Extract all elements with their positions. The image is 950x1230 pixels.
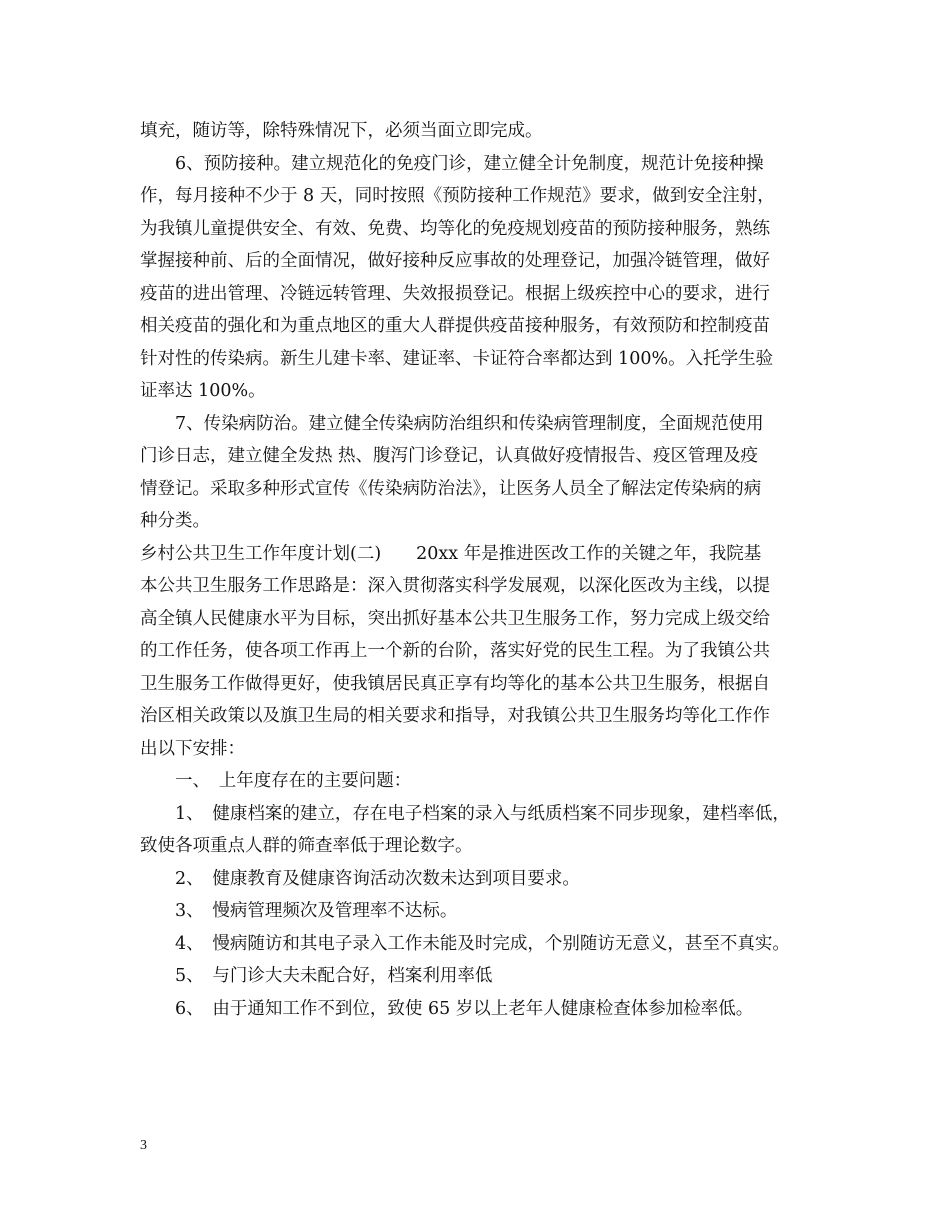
text-line: 本公共卫生服务工作思路是：深入贯彻落实科学发展观，以深化医改为主线，以提	[140, 576, 770, 596]
text-line: 疫苗的进出管理、冷链远转管理、失效报损登记。根据上级疾控中心的要求，进行	[140, 283, 770, 304]
text-line: 门诊日志，建立健全发热 热、腹泻门诊登记，认真做好疫情报告、疫区管理及疫	[140, 446, 759, 466]
text-line: 4、 慢病随访和其电子录入工作未能及时完成，个别随访无意义，甚至不真实。	[175, 933, 790, 954]
text-line: 作，每月接种不少于 8 天，同时按照《预防接种工作规范》要求，做到安全注射，	[140, 186, 775, 206]
text-line: 一、 上年度存在的主要问题：	[175, 771, 412, 791]
text-line: 6、预防接种。建立规范化的免疫门诊，建立健全计免制度，规范计免接种操	[175, 153, 764, 174]
text-line: 的工作任务，使各项工作再上一个新的台阶，落实好党的民生工程。为了我镇公共	[140, 641, 770, 661]
text-line: 为我镇儿童提供安全、有效、免费、均等化的免疫规划疫苗的预防接种服务，熟练	[140, 218, 770, 239]
text-line: 针对性的传染病。新生儿建卡率、建证率、卡证符合率都达到 100%。入托学生验	[140, 348, 774, 369]
text-line: 情登记。采取多种形式宣传《传染病防治法》，让医务人员全了解法定传染病的病	[140, 478, 762, 499]
text-line: 致使各项重点人群的筛查率低于理论数字。	[140, 836, 473, 856]
text-line: 证率达 100%。	[140, 381, 266, 401]
text-line: 填充，随访等，除特殊情况下，必须当面立即完成。	[140, 121, 543, 141]
text-line: 5、 与门诊大夫未配合好，档案利用率低	[175, 966, 493, 986]
text-line: 高全镇人民健康水平为目标，突出抓好基本公共卫生服务工作，努力完成上级交给	[140, 608, 770, 629]
text-line: 种分类。	[140, 511, 210, 531]
page-number: 3	[140, 1138, 147, 1153]
text-line: 乡村公共卫生工作年度计划(二) 20xx 年是推进医改工作的关键之年，我院基	[140, 543, 762, 564]
text-line: 出以下安排：	[140, 738, 245, 759]
text-line: 2、 健康教育及健康咨询活动次数未达到项目要求。	[175, 868, 580, 889]
text-line: 掌握接种前、后的全面情况，做好接种反应事故的处理登记，加强冷链管理，做好	[140, 251, 770, 271]
text-line: 6、 由于通知工作不到位，致使 65 岁以上老年人健康检查体参加检率低。	[175, 998, 754, 1019]
text-line: 1、 健康档案的建立，存在电子档案的录入与纸质档案不同步现象，建档率低，	[175, 803, 790, 824]
text-line: 7、传染病防治。建立健全传染病防治组织和传染病管理制度，全面规范使用	[175, 413, 764, 434]
text-line: 卫生服务工作做得更好，使我镇居民真正享有均等化的基本公共卫生服务，根据自	[140, 673, 770, 694]
text-line: 3、 慢病管理频次及管理率不达标。	[175, 901, 458, 921]
text-line: 治区相关政策以及旗卫生局的相关要求和指导，对我镇公共卫生服务均等化工作作	[140, 706, 770, 726]
text-line: 相关疫苗的强化和为重点地区的重大人群提供疫苗接种服务，有效预防和控制疫苗	[140, 316, 770, 336]
document-body	[140, 115, 830, 1025]
